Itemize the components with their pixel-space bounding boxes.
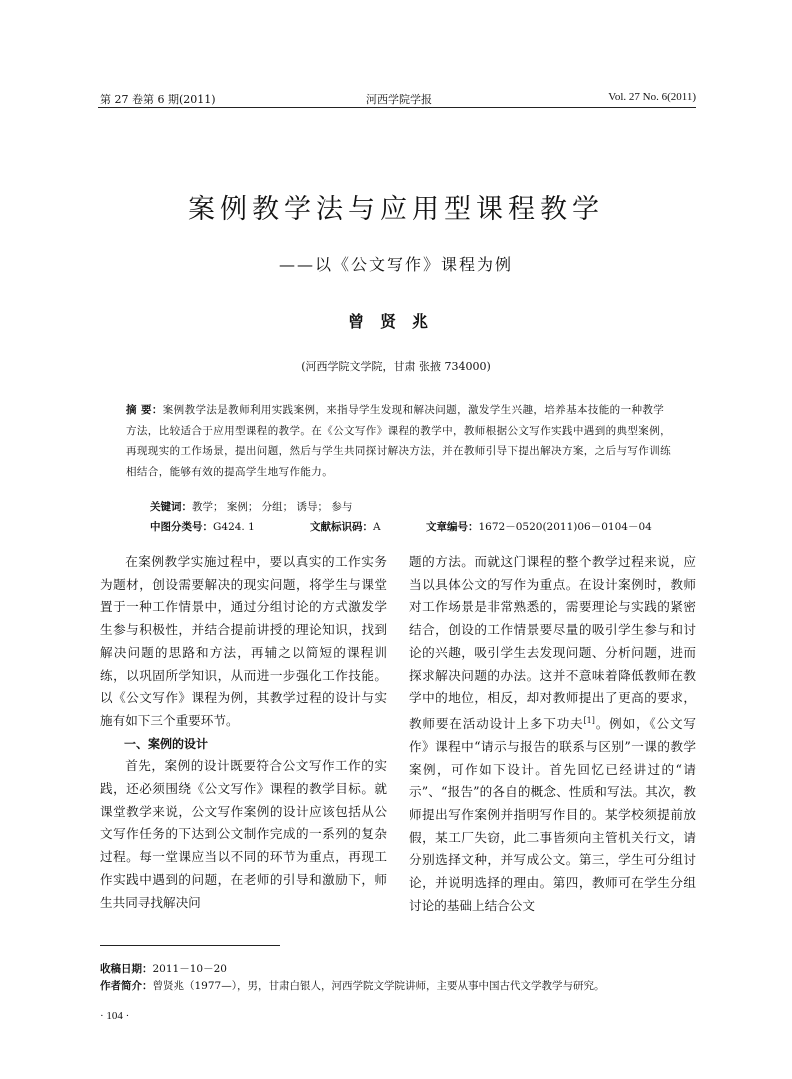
- article-subtitle: ——以《公文写作》课程为例: [278, 255, 513, 274]
- page-number: · 104 ·: [100, 1010, 130, 1022]
- body-text: 。例如，《公文写作》课程中“请示与报告的联系与区别”一课的教学案例，可作如下设计。首先回忆已经讲过的“请示”、“报告”的各自的概念、性质和写法。其次，教师提出写作案例并指明写作目的。某学校须提前放假，某工厂失窃，此二事皆须向主管机关行文，请分别选择文种，并写成公文。第三，学生可分组讨论，并说明选择的理由。第四，教师可在学生分组讨论的基础上结合公文: [409, 716, 697, 913]
- body-column-right: [409, 551, 696, 917]
- abstract-label: 摘 要：: [126, 404, 163, 416]
- clc-label: 中图分类号：: [150, 521, 213, 533]
- body-paragraph: 在案例教学实施过程中，要以真实的工作实务为题材，创设需要解决的现实问题，将学生与课堂置于一种工作情景中，通过分组讨论的方式激发学生参与积极性，并结合提前讲授的理论知识，找到解决问题的思路和方法，再辅之以简短的课程训练，以巩固所学知识，从而进一步强化工作技能。以《公文写作》课程为例，其教学过程的设计与实施有如下三个重要环节。: [100, 554, 387, 728]
- journal-volume-english: Vol. 27 No. 6(2011): [608, 91, 696, 103]
- author-affiliation: (河西学院文学院，甘肃 张掖 734000): [301, 360, 491, 373]
- article-number-value: 1672－0520(2011)06－0104－04: [478, 521, 652, 533]
- bio-label: 作者简介：: [100, 980, 153, 992]
- header-rule: [98, 107, 696, 108]
- clc-value: G424. 1: [213, 521, 255, 533]
- keywords: [150, 499, 352, 514]
- article-title: 案例教学法与应用型课程教学: [188, 194, 604, 225]
- author-bio: [100, 978, 604, 993]
- abstract-text: 案例教学法是教师利用实践案例，来指导学生发现和解决问题，激发学生兴趣，培养基本技能的一种教学方法，比较适合于应用型课程的教学。在《公文写作》课程的教学中，教师根据公文写作实践中遇到的典型案例，再现现实的工作场景，提出问题，然后与学生共同探讨解决方法，并在教师引导下提出解决方案，之后与写作训练相结合，能够有效的提高学生地写作能力。: [126, 404, 671, 478]
- footnote-rule: [100, 945, 280, 946]
- author-name: 曾贤兆: [347, 312, 444, 331]
- received-date: [100, 961, 227, 976]
- received-value: 2011－10－20: [152, 963, 227, 975]
- document-code: [310, 519, 381, 534]
- clc-number: [150, 519, 255, 534]
- body-paragraph: 首先，案例的设计既要符合公文写作工作的实践，还必须围绕《公文写作》课程的教学目标。就课堂教学来说，公文写作案例的设计应该包括从公文写作任务的下达到公文制作完成的一系列的复杂过程。每一堂课应当以不同的环节为重点，再现工作实践中遇到的问题，在老师的引导和激励下，师生共同寻找解决问: [100, 758, 387, 910]
- body-text: 题的方法。而就这门课程的整个教学过程来说，应当以具体公文的写作为重点。在设计案例时，教师对工作场景是非常熟悉的，需要理论与实践的紧密结合，创设的工作情景要尽量的吸引学生参与和讨论的兴趣，吸引学生去发现问题、分析问题，进而探求解决问题的办法。这并不意味着降低教师在教学中的地位，相反，却对教师提出了更高的要求，教师要在活动设计上多下功夫: [409, 554, 696, 732]
- journal-name: 河西学院学报: [366, 93, 432, 106]
- doc-value: A: [373, 521, 381, 533]
- journal-volume-issue: 第 27 卷第 6 期(2011): [100, 93, 216, 106]
- body-column-left: [100, 551, 387, 914]
- citation-ref[interactable]: [1]: [583, 715, 595, 725]
- received-label: 收稿日期：: [100, 963, 153, 975]
- section-heading: 一、案例的设计: [124, 736, 209, 751]
- article-number: [426, 519, 652, 534]
- body-paragraph: [409, 551, 696, 917]
- abstract: [126, 400, 674, 482]
- bio-value: 曾贤兆（1977—），男，甘肃白银人，河西学院文学院讲师，主要从事中国古代文学教学与研究。: [152, 980, 605, 992]
- keywords-label: 关键词：: [150, 501, 192, 513]
- article-number-label: 文章编号：: [426, 521, 479, 533]
- keywords-text: 教学； 案例； 分组； 诱导； 参与: [192, 501, 353, 513]
- doc-label: 文献标识码：: [310, 521, 373, 533]
